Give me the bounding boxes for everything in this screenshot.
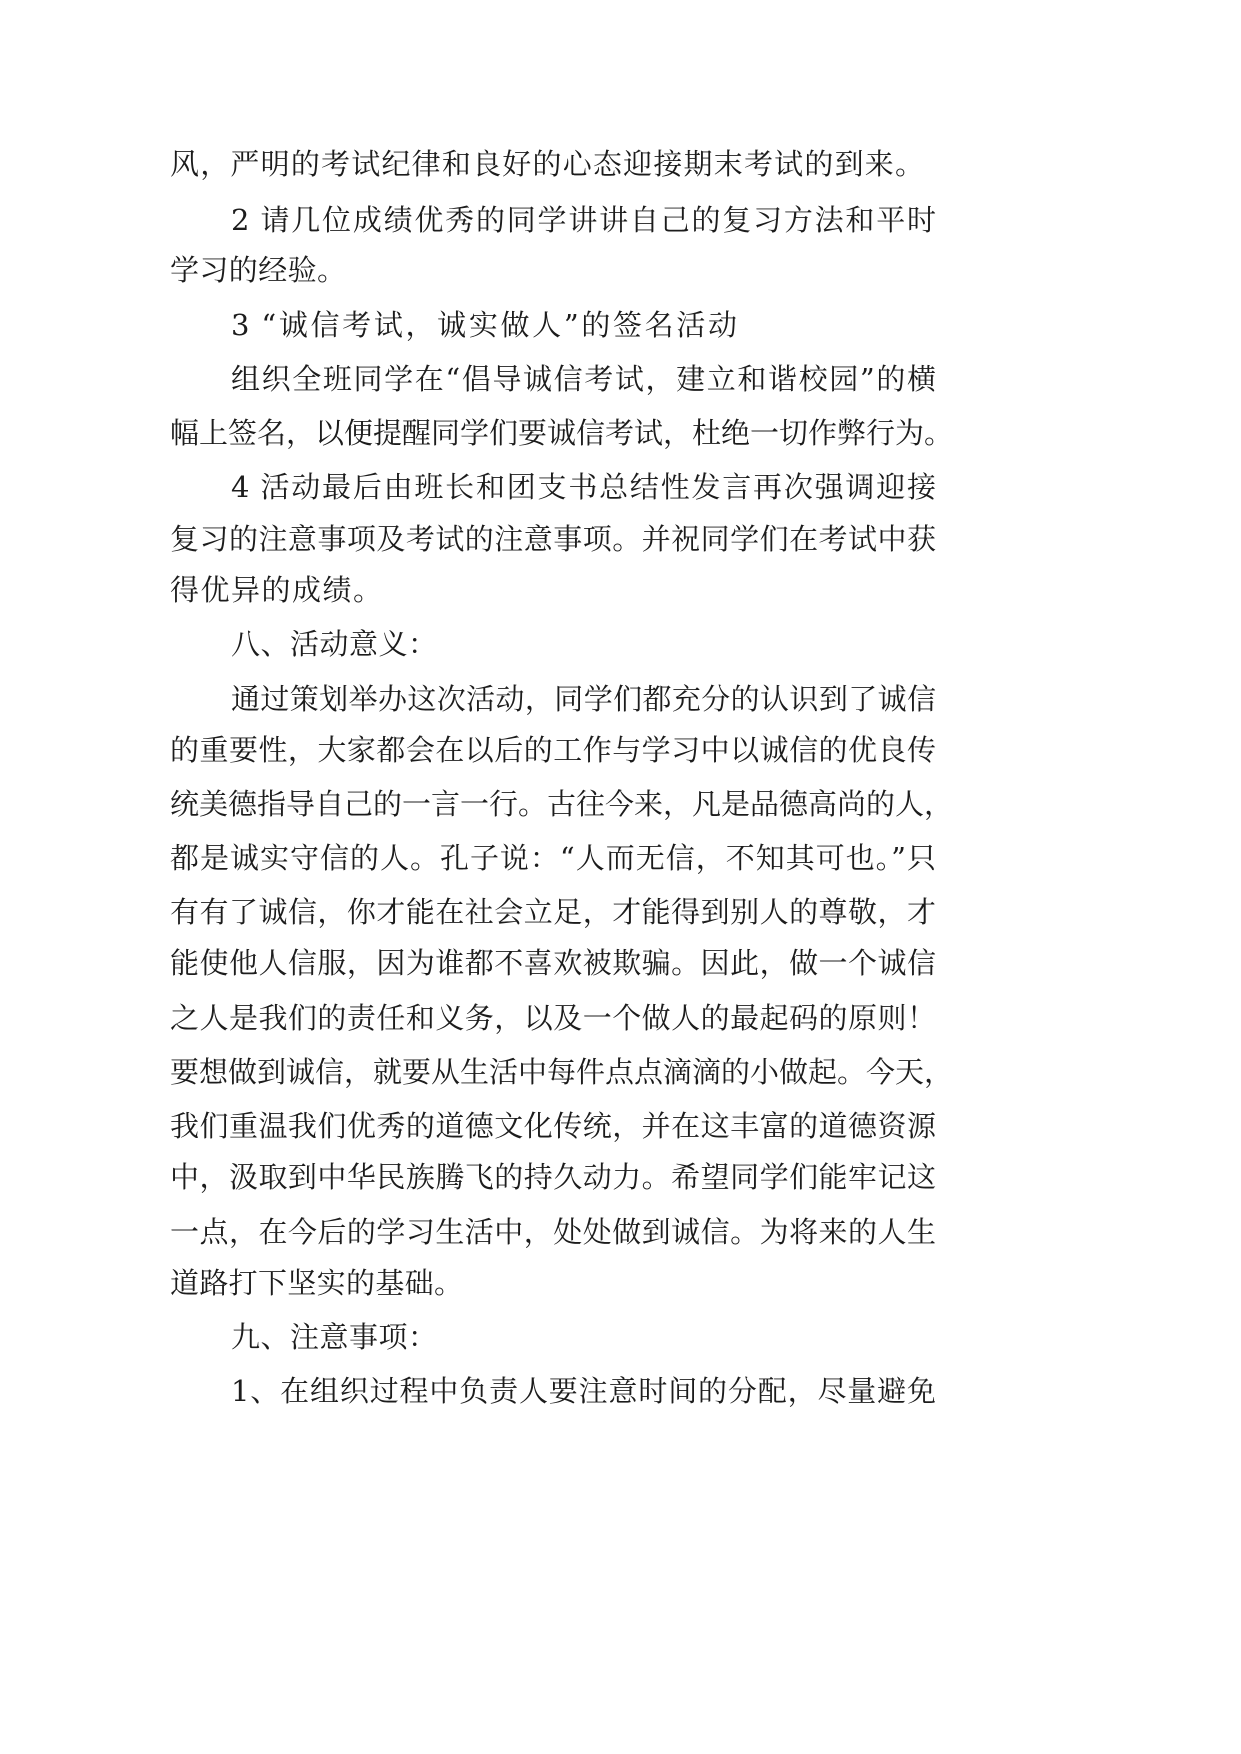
text-line: [0, 935, 1241, 991]
line-text: 道路打下坚实的基础。: [170, 1266, 463, 1300]
line-text: 学习的经验。: [170, 253, 346, 287]
line-text: 统美德指导自己的一言一行。古往今来，凡是品德高尚的人，: [170, 787, 954, 821]
text-line: [0, 830, 1241, 886]
line-text: 九、注意事项：: [231, 1320, 437, 1354]
line-text: 得优异的成绩。: [170, 573, 382, 607]
line-text: 要想做到诚信，就要从生活中每件点点滴滴的小做起。今天，: [170, 1055, 954, 1089]
line-text: 4 活动最后由班长和团支书总结性发言再次强调迎接: [231, 470, 936, 504]
line-text: 2 请几位成绩优秀的同学讲讲自己的复习方法和平时: [231, 203, 936, 237]
line-text: 组织全班同学在“倡导诚信考试，建立和谐校园”的横: [231, 362, 936, 396]
text-line: [0, 990, 1241, 1046]
text-line: [0, 1098, 1241, 1154]
line-text: 幅上签名，以便提醒同学们要诚信考试，杜绝一切作弊行为。: [170, 416, 954, 450]
line-text: 1、在组织过程中负责人要注意时间的分配，尽量避免: [231, 1374, 936, 1408]
section-heading: [0, 1309, 1241, 1365]
text-line: [0, 776, 1241, 832]
text-line: [0, 297, 1241, 353]
line-text: 八、活动意义：: [231, 627, 437, 661]
line-text: 有有了诚信，你才能在社会立足，才能得到别人的尊敬，才: [170, 895, 936, 929]
section-heading: [0, 616, 1241, 672]
text-line: [0, 405, 1241, 461]
line-text: 我们重温我们优秀的道德文化传统，并在这丰富的道德资源: [170, 1109, 936, 1143]
line-text: 一点，在今后的学习生活中，处处做到诚信。为将来的人生: [170, 1215, 936, 1249]
line-text: 3 “诚信考试，诚实做人”的签名活动: [231, 308, 737, 342]
text-line: [0, 511, 1241, 567]
line-text: 通过策划举办这次活动，同学们都充分的认识到了诚信: [231, 682, 936, 716]
text-line: [0, 562, 1241, 618]
text-line: [0, 242, 1241, 298]
text-line: [0, 351, 1241, 407]
line-text: 中，汲取到中华民族腾飞的持久动力。希望同学们能牢记这: [170, 1160, 936, 1194]
text-line: [0, 671, 1241, 727]
text-line: [0, 1149, 1241, 1205]
text-line: [0, 459, 1241, 515]
text-line: [0, 722, 1241, 778]
line-text: 的重要性，大家都会在以后的工作与学习中以诚信的优良传: [170, 733, 936, 767]
line-text: 都是诚实守信的人。孔子说：“人而无信，不知其可也。”只: [170, 841, 936, 875]
text-line: [0, 1044, 1241, 1100]
text-line: [0, 884, 1241, 940]
text-line: [0, 1255, 1241, 1311]
line-text: 之人是我们的责任和义务，以及一个做人的最起码的原则！: [170, 1001, 936, 1035]
text-line: [0, 192, 1241, 248]
text-line: [0, 1363, 1241, 1419]
line-text: 能使他人信服，因为谁都不喜欢被欺骗。因此，做一个诚信: [170, 946, 936, 980]
text-line: [0, 136, 1241, 192]
line-text: 复习的注意事项及考试的注意事项。并祝同学们在考试中获: [170, 522, 936, 556]
text-line: [0, 1204, 1241, 1260]
line-text: 风，严明的考试纪律和良好的心态迎接期末考试的到来。: [170, 147, 924, 181]
